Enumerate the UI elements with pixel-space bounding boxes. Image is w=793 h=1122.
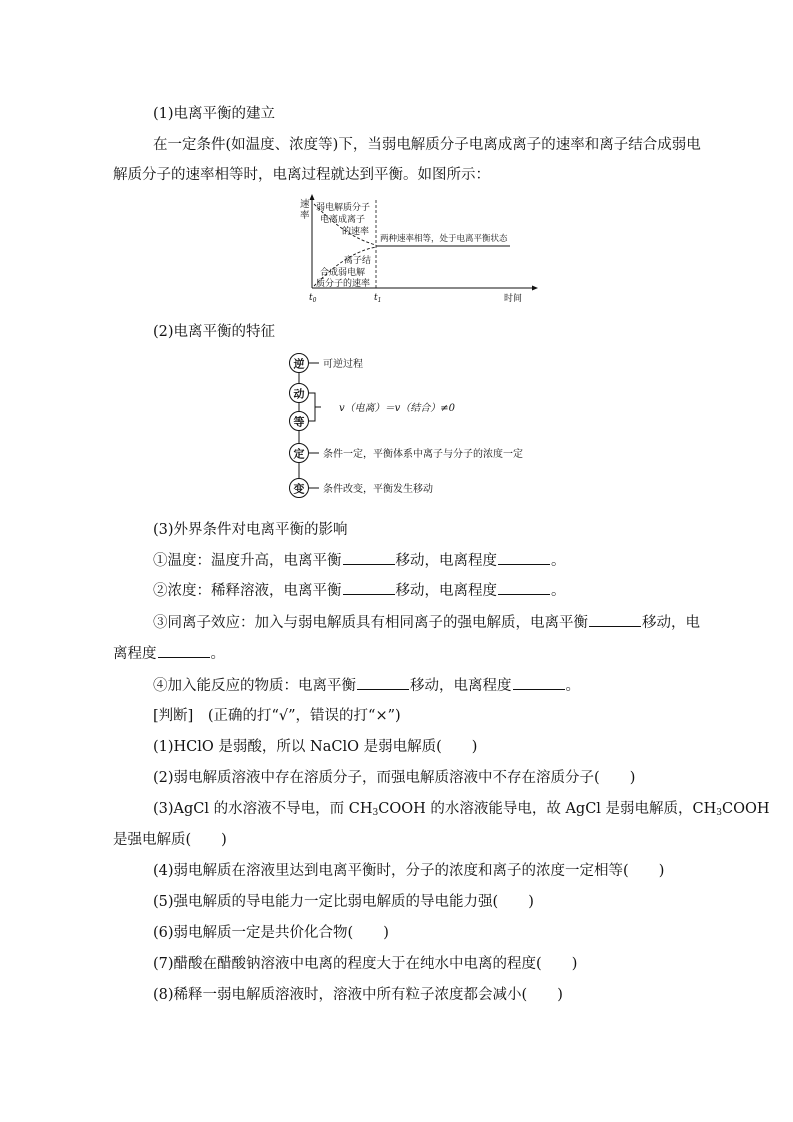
factor-text: 移动，电离程度 bbox=[395, 583, 497, 599]
feature-char-3: 等 bbox=[293, 415, 305, 429]
y-axis-label-2: 率 bbox=[300, 210, 310, 221]
close-paren: ) bbox=[471, 739, 478, 755]
period: 。 bbox=[210, 646, 225, 662]
upper-curve-label-1: 弱电解质分子 bbox=[316, 203, 371, 213]
judge-item-3-line-2 bbox=[113, 830, 227, 850]
judge-text: (8)稀释一弱电解质溶液时，溶液中所有粒子浓度都会减小( bbox=[153, 987, 528, 1003]
factor-text: 移动，电离程度 bbox=[410, 678, 512, 694]
fill-blank[interactable] bbox=[158, 643, 210, 658]
close-paren: ) bbox=[571, 956, 578, 972]
lower-curve-label-3: 质分子的速率 bbox=[316, 279, 371, 289]
factor-text: ③同离子效应：加入与弱电解质具有相同离子的强电解质，电离平衡 bbox=[153, 615, 588, 631]
feature-char-5: 变 bbox=[293, 482, 305, 496]
subscript: 3 bbox=[716, 808, 723, 818]
subscript: 3 bbox=[372, 808, 379, 818]
factor-common-ion-line-2 bbox=[113, 643, 225, 664]
equilibrium-label: 两种速率相等，处于电离平衡状态 bbox=[380, 234, 508, 244]
factor-text: ①温度：温度升高，电离平衡 bbox=[153, 553, 342, 569]
judge-item-1 bbox=[153, 737, 477, 757]
t1-tick-label: $t_1$ bbox=[374, 293, 382, 304]
feature-char-4: 定 bbox=[293, 447, 305, 461]
section-1-title: (1)电离平衡的建立 bbox=[153, 106, 276, 122]
judge-item-4 bbox=[153, 861, 664, 881]
fill-blank[interactable] bbox=[513, 675, 565, 690]
fill-blank[interactable] bbox=[498, 550, 550, 565]
close-paren: ) bbox=[629, 770, 636, 786]
close-paren: ) bbox=[557, 987, 563, 1003]
feature-text-rates-equal: v（电离）＝v（结合）≠0 bbox=[339, 403, 456, 414]
judge-text: (2)弱电解质溶液中存在溶质分子，而强电解质溶液中不存在溶质分子( bbox=[153, 770, 600, 786]
judge-text: (5)强电解质的导电能力一定比弱电解质的导电能力强( bbox=[153, 894, 499, 910]
fill-blank[interactable] bbox=[589, 612, 641, 627]
factor-text: 移动，电 bbox=[642, 615, 700, 631]
judge-item-5 bbox=[153, 892, 534, 912]
close-paren: ) bbox=[383, 925, 389, 941]
factor-text: 离程度 bbox=[113, 646, 157, 662]
x-axis-label: 时间 bbox=[504, 294, 523, 304]
fill-blank[interactable] bbox=[357, 675, 409, 690]
judge-text: (6)弱电解质一定是共价化合物( bbox=[153, 925, 354, 941]
judge-text: (3)AgCl 的水溶液不导电，而 CH bbox=[153, 801, 373, 817]
factor-common-ion-line-1 bbox=[153, 612, 700, 633]
judge-title: [判断] (正确的打“√”，错误的打“×”) bbox=[153, 708, 401, 724]
y-axis-arrow bbox=[310, 194, 315, 200]
upper-curve-label-2: 电离成离子 bbox=[320, 215, 366, 225]
judge-text: 是强电解质( bbox=[113, 832, 192, 848]
judge-item-6 bbox=[153, 923, 389, 943]
judge-text: (7)醋酸在醋酸钠溶液中电离的程度大于在纯水中电离的程度( bbox=[153, 956, 542, 972]
equilibrium-features-diagram bbox=[285, 348, 555, 503]
fill-blank[interactable] bbox=[343, 580, 395, 595]
feature-char-2: 动 bbox=[293, 387, 305, 401]
factor-reactive-substance bbox=[153, 675, 580, 696]
judge-item-7 bbox=[153, 954, 577, 974]
y-axis-label-1: 速 bbox=[300, 199, 310, 210]
factor-text: 移动，电离程度 bbox=[395, 553, 497, 569]
period: 。 bbox=[551, 583, 566, 599]
close-paren: ) bbox=[221, 832, 227, 848]
judge-item-8 bbox=[153, 985, 563, 1005]
x-axis-arrow bbox=[532, 286, 538, 291]
feature-text-reversible: 可逆过程 bbox=[323, 359, 363, 370]
factor-text: ②浓度：稀释溶液，电离平衡 bbox=[153, 583, 342, 599]
rate-time-graph bbox=[290, 190, 540, 310]
period: 。 bbox=[551, 553, 566, 569]
bracket bbox=[309, 393, 321, 421]
t0-tick-label: $t_0$ bbox=[309, 293, 317, 304]
period: 。 bbox=[565, 678, 580, 694]
close-paren: ) bbox=[658, 863, 665, 879]
feature-char-1: 逆 bbox=[293, 357, 305, 371]
section-1-paragraph-line-1: 在一定条件(如温度、浓度等)下，当弱电解质分子电离成离子的速率和离子结合成弱电 bbox=[153, 137, 701, 153]
judge-text: (1)HClO 是弱酸，所以 NaClO 是弱电解质( bbox=[153, 739, 442, 755]
judge-item-2 bbox=[153, 768, 635, 788]
judge-text: COOH bbox=[722, 801, 770, 817]
section-1-paragraph-line-2: 解质分子的速率相等时，电离过程就达到平衡。如图所示： bbox=[113, 167, 490, 183]
fill-blank[interactable] bbox=[343, 550, 395, 565]
factor-concentration bbox=[153, 580, 566, 601]
factor-temperature bbox=[153, 550, 566, 571]
judge-text: COOH 的水溶液能导电，故 AgCl 是弱电解质，CH bbox=[378, 801, 717, 817]
close-paren: ) bbox=[528, 894, 534, 910]
lower-curve-label-2: 合成弱电解 bbox=[320, 268, 366, 278]
upper-curve-label-3: 的速率 bbox=[342, 227, 370, 237]
feature-text-change: 条件改变，平衡发生移动 bbox=[323, 484, 433, 495]
lower-curve-label-1: 离子结 bbox=[344, 256, 372, 266]
factor-text: ④加入能反应的物质：电离平衡 bbox=[153, 678, 356, 694]
feature-text-fixed: 条件一定，平衡体系中离子与分子的浓度一定 bbox=[323, 449, 523, 460]
section-3-title: (3)外界条件对电离平衡的影响 bbox=[153, 522, 348, 538]
section-2-title: (2)电离平衡的特征 bbox=[153, 324, 276, 340]
judge-text: (4)弱电解质在溶液里达到电离平衡时，分子的浓度和离子的浓度一定相等( bbox=[153, 863, 629, 879]
judge-item-3-line-1 bbox=[153, 799, 770, 823]
fill-blank[interactable] bbox=[498, 580, 550, 595]
